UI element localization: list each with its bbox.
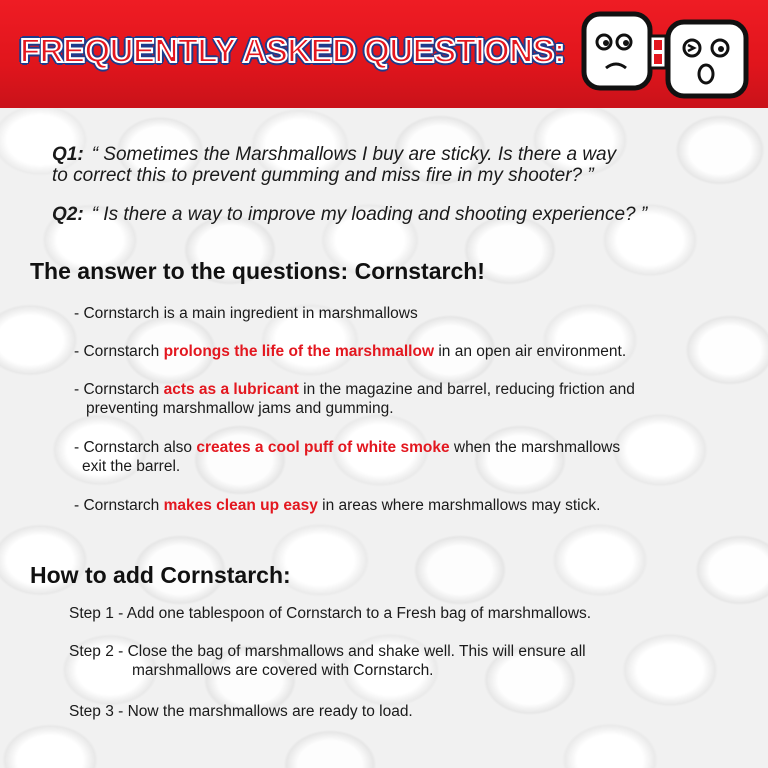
- bullet-text: - Cornstarch also: [74, 439, 197, 456]
- bullet-emphasis: prolongs the life of the marshmallow: [163, 343, 435, 360]
- question-text-continued: to correct this to prevent gumming and miss fire in my shooter? ”: [52, 165, 594, 186]
- question-1: [52, 144, 712, 186]
- worried-marshmallow-icon: [584, 14, 650, 88]
- page-title: FREQUENTLY ASKED QUESTIONS:: [20, 32, 565, 69]
- bullet-text-continued: preventing marshmallow jams and gumming.: [86, 400, 394, 417]
- bullet-text-continued: exit the barrel.: [82, 458, 181, 475]
- step-text: Step 1 - Add one tablespoon of Cornstarch to a Fresh bag of marshmallows.: [69, 605, 592, 622]
- bullet-text: - Cornstarch: [74, 343, 164, 360]
- step-text-continued: marshmallows are covered with Cornstarch.: [132, 662, 434, 679]
- bullet-item: [74, 496, 734, 515]
- marshmallow-mascots: [580, 8, 760, 104]
- step-item: [69, 604, 739, 623]
- bullet-item: [74, 342, 734, 361]
- bullet-text: - Cornstarch: [74, 381, 164, 398]
- bullet-text: - Cornstarch: [74, 497, 164, 514]
- step-item: [69, 702, 739, 721]
- bullet-item: [74, 304, 734, 323]
- question-text: “ Is there a way to improve my loading and shooting experience? ”: [91, 204, 648, 225]
- bullet-text: when the marshmallows: [449, 439, 621, 456]
- bullet-item: [74, 438, 734, 476]
- bullet-emphasis: makes clean up easy: [163, 497, 318, 514]
- answer-heading: The answer to the questions: Cornstarch!: [30, 258, 485, 284]
- step-text: Step 2 - Close the bag of marshmallows and shake well. This will ensure all: [69, 643, 586, 660]
- bullet-text: - Cornstarch is a main ingredient in marshmallows: [74, 305, 418, 322]
- question-text: “ Sometimes the Marshmallows I buy are sticky. Is there a way: [91, 144, 617, 165]
- surprised-marshmallow-icon: [668, 22, 746, 96]
- connector-icon: [650, 36, 666, 68]
- bullet-text: in an open air environment.: [434, 343, 627, 360]
- faq-content: [0, 108, 768, 768]
- step-item: [69, 642, 739, 680]
- question-label: Q2:: [52, 204, 84, 225]
- question-2: [52, 204, 752, 225]
- header-banner: [0, 0, 768, 108]
- bullet-emphasis: acts as a lubricant: [163, 381, 299, 398]
- step-text: Step 3 - Now the marshmallows are ready to load.: [69, 703, 413, 720]
- bullet-text: in areas where marshmallows may stick.: [317, 497, 601, 514]
- bullet-emphasis: creates a cool puff of white smoke: [196, 439, 450, 456]
- bullet-item: [74, 380, 734, 418]
- question-label: Q1:: [52, 144, 84, 165]
- bullet-text: in the magazine and barrel, reducing friction and: [298, 381, 635, 398]
- howto-heading: How to add Cornstarch:: [30, 562, 291, 588]
